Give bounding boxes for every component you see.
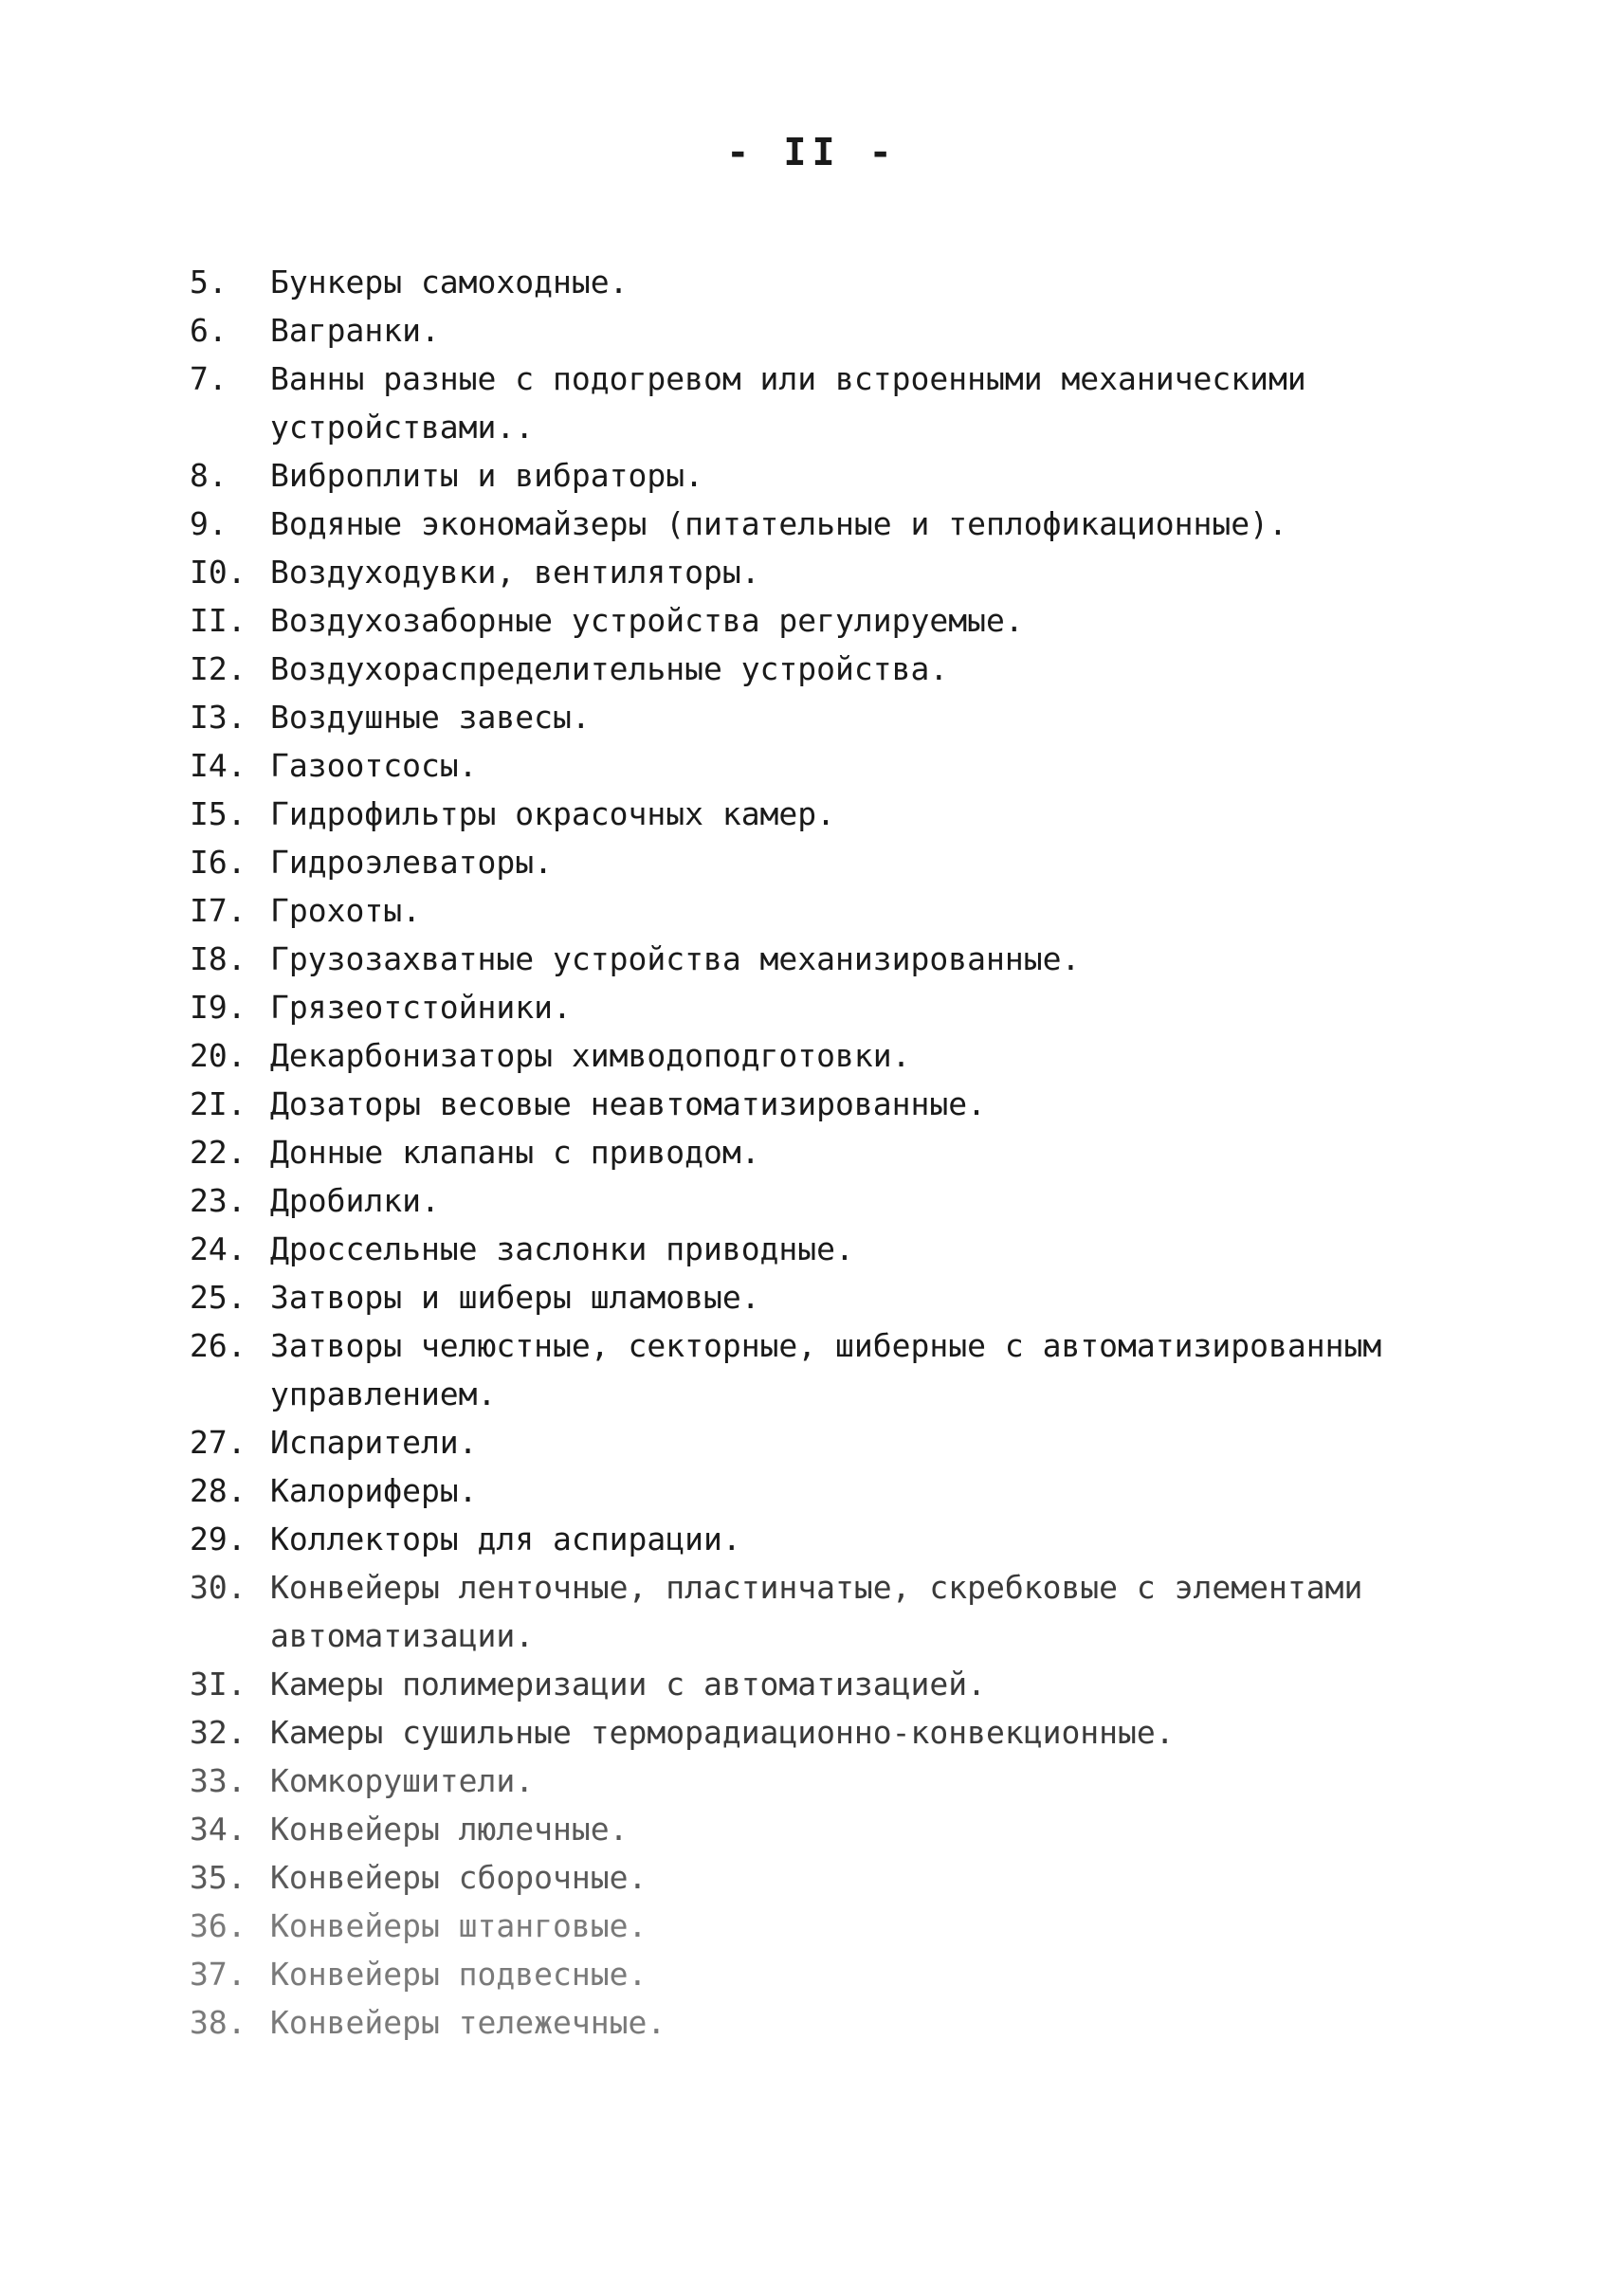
list-item-line: Конвейеры подвесные.: [270, 1956, 648, 1993]
list-item-number: 29.: [190, 1521, 246, 1557]
list-item-number: 33.: [190, 1762, 246, 1799]
list-item-number: 38.: [190, 2004, 246, 2041]
list-item-line: Камеры сушильные терморадиационно-конвекционные.: [270, 1714, 1175, 1751]
list-item-line: Водяные экономайзеры (питательные и теплофикационные).: [270, 505, 1287, 542]
list-item: [190, 1128, 1479, 1176]
list-item-number: 6.: [190, 312, 228, 349]
list-item-line: Декарбонизаторы химводоподготовки.: [270, 1037, 911, 1074]
list-item: [190, 355, 1479, 451]
list-item: [190, 1563, 1479, 1660]
list-item: [190, 1176, 1479, 1225]
list-item-text: [270, 983, 1479, 1031]
list-item: [190, 1805, 1479, 1853]
list-item-line: Испарители.: [270, 1424, 478, 1461]
list-item: [190, 1031, 1479, 1080]
list-item: [190, 1321, 1479, 1418]
list-item-text: [270, 838, 1479, 886]
list-item-line: Камеры полимеризации с автоматизацией.: [270, 1666, 986, 1703]
list-item-text: [270, 1031, 1479, 1080]
list-item-text: [270, 1757, 1479, 1805]
list-item-number: 20.: [190, 1037, 246, 1074]
list-item-line: Конвейеры сборочные.: [270, 1859, 648, 1896]
list-item: [190, 1273, 1479, 1321]
list-item-text: [270, 258, 1479, 306]
list-item-text: [270, 1805, 1479, 1853]
list-item-number: II.: [190, 602, 246, 639]
list-item: [190, 1080, 1479, 1128]
list-item: [190, 645, 1479, 693]
list-item-text: [270, 1515, 1479, 1563]
list-item-line: Газоотсосы.: [270, 747, 478, 784]
list-item-line: Воздушные завесы.: [270, 699, 591, 736]
list-item-number: 28.: [190, 1472, 246, 1509]
list-item-text: [270, 1273, 1479, 1321]
list-item-text: [270, 1660, 1479, 1708]
list-item-line: Конвейеры люлечные.: [270, 1811, 629, 1848]
list-item-number: 34.: [190, 1811, 246, 1848]
list-item-text: [270, 645, 1479, 693]
list-item-number: 36.: [190, 1907, 246, 1944]
list-item-line: Грузозахватные устройства механизированные.: [270, 940, 1081, 977]
list-item-text: [270, 355, 1479, 451]
list-item-line: Вагранки.: [270, 312, 440, 349]
list-item: [190, 1998, 1479, 2047]
list-item-number: I9.: [190, 989, 246, 1026]
list-item: [190, 1515, 1479, 1563]
list-item: [190, 838, 1479, 886]
list-item-line: автоматизации.: [270, 1617, 535, 1654]
list-item-number: 2I.: [190, 1085, 246, 1122]
list-item-line: Дозаторы весовые неавтоматизированные.: [270, 1085, 986, 1122]
list-item: [190, 1950, 1479, 1998]
list-item-text: [270, 1176, 1479, 1225]
list-item: [190, 596, 1479, 645]
list-item-text: [270, 548, 1479, 596]
list-item-number: 32.: [190, 1714, 246, 1751]
list-item-line: Дробилки.: [270, 1182, 440, 1219]
equipment-list: [190, 258, 1479, 2047]
list-item-number: I5.: [190, 795, 246, 832]
list-item-number: 25.: [190, 1279, 246, 1316]
list-item: [190, 741, 1479, 790]
list-item: [190, 500, 1479, 548]
list-item-line: Гидроэлеваторы.: [270, 844, 554, 881]
list-item-number: 22.: [190, 1134, 246, 1171]
list-item-line: Грохоты.: [270, 892, 421, 929]
list-item-line: Конвейеры тележечные.: [270, 2004, 666, 2041]
list-item-text: [270, 1225, 1479, 1273]
list-item-line: Воздухозаборные устройства регулируемые.: [270, 602, 1024, 639]
list-item-number: I6.: [190, 844, 246, 881]
list-item-line: Коллекторы для аспирации.: [270, 1521, 741, 1557]
list-item: [190, 1708, 1479, 1757]
list-item-line: Бункеры самоходные.: [270, 264, 629, 301]
list-item-line: Конвейеры штанговые.: [270, 1907, 648, 1944]
list-item-number: 7.: [190, 360, 228, 397]
list-item: [190, 451, 1479, 500]
list-item-number: I2.: [190, 650, 246, 687]
list-item-text: [270, 596, 1479, 645]
list-item-line: устройствами..: [270, 409, 535, 446]
list-item-text: [270, 1950, 1479, 1998]
list-item: [190, 1902, 1479, 1950]
list-item-line: Ванны разные с подогревом или встроенными механическими: [270, 360, 1306, 397]
list-item-line: Воздуходувки, вентиляторы.: [270, 554, 760, 591]
list-item: [190, 306, 1479, 355]
list-item-text: [270, 306, 1479, 355]
list-item-line: Комкорушители.: [270, 1762, 535, 1799]
list-item-number: I3.: [190, 699, 246, 736]
list-item-text: [270, 935, 1479, 983]
list-item-text: [270, 1466, 1479, 1515]
list-item-number: 5.: [190, 264, 228, 301]
list-item-line: Донные клапаны с приводом.: [270, 1134, 760, 1171]
list-item-text: [270, 1418, 1479, 1466]
list-item-line: Виброплиты и вибраторы.: [270, 457, 703, 494]
list-item-line: Воздухораспределительные устройства.: [270, 650, 949, 687]
list-item-line: Калориферы.: [270, 1472, 478, 1509]
list-item-text: [270, 1853, 1479, 1902]
list-item-text: [270, 500, 1479, 548]
list-item: [190, 1757, 1479, 1805]
list-item: [190, 886, 1479, 935]
list-item-line: Затворы челюстные, секторные, шиберные с автоматизированным: [270, 1327, 1382, 1364]
list-item: [190, 548, 1479, 596]
list-item-text: [270, 1902, 1479, 1950]
list-item-number: 24.: [190, 1230, 246, 1267]
list-item-line: Конвейеры ленточные, пластинчатые, скребковые с элементами: [270, 1569, 1363, 1606]
list-item-number: 35.: [190, 1859, 246, 1896]
list-item-text: [270, 451, 1479, 500]
list-item-text: [270, 790, 1479, 838]
list-item-number: I0.: [190, 554, 246, 591]
list-item-line: Грязеотстойники.: [270, 989, 572, 1026]
list-item-line: Дроссельные заслонки приводные.: [270, 1230, 854, 1267]
list-item: [190, 1853, 1479, 1902]
list-item-number: 8.: [190, 457, 228, 494]
list-item-number: 3I.: [190, 1666, 246, 1703]
list-item-text: [270, 741, 1479, 790]
list-item-text: [270, 1998, 1479, 2047]
list-item-number: 26.: [190, 1327, 246, 1364]
list-item-number: I4.: [190, 747, 246, 784]
list-item-number: 9.: [190, 505, 228, 542]
list-item-number: 27.: [190, 1424, 246, 1461]
list-item: [190, 1466, 1479, 1515]
list-item-text: [270, 693, 1479, 741]
list-item: [190, 935, 1479, 983]
list-item-number: 30.: [190, 1569, 246, 1606]
list-item: [190, 693, 1479, 741]
list-item-text: [270, 886, 1479, 935]
list-item-line: управлением.: [270, 1375, 497, 1412]
page-number: - II -: [726, 131, 898, 174]
list-item-line: Затворы и шиберы шламовые.: [270, 1279, 760, 1316]
list-item-text: [270, 1563, 1479, 1660]
list-item-number: I8.: [190, 940, 246, 977]
list-item: [190, 1418, 1479, 1466]
list-item: [190, 790, 1479, 838]
list-item-text: [270, 1080, 1479, 1128]
list-item: [190, 1660, 1479, 1708]
list-item: [190, 983, 1479, 1031]
list-item-number: I7.: [190, 892, 246, 929]
list-item-number: 23.: [190, 1182, 246, 1219]
list-item-text: [270, 1128, 1479, 1176]
list-item-line: Гидрофильтры окрасочных камер.: [270, 795, 836, 832]
list-item-text: [270, 1321, 1479, 1418]
list-item-number: 37.: [190, 1956, 246, 1993]
list-item: [190, 258, 1479, 306]
list-item: [190, 1225, 1479, 1273]
list-item-text: [270, 1708, 1479, 1757]
